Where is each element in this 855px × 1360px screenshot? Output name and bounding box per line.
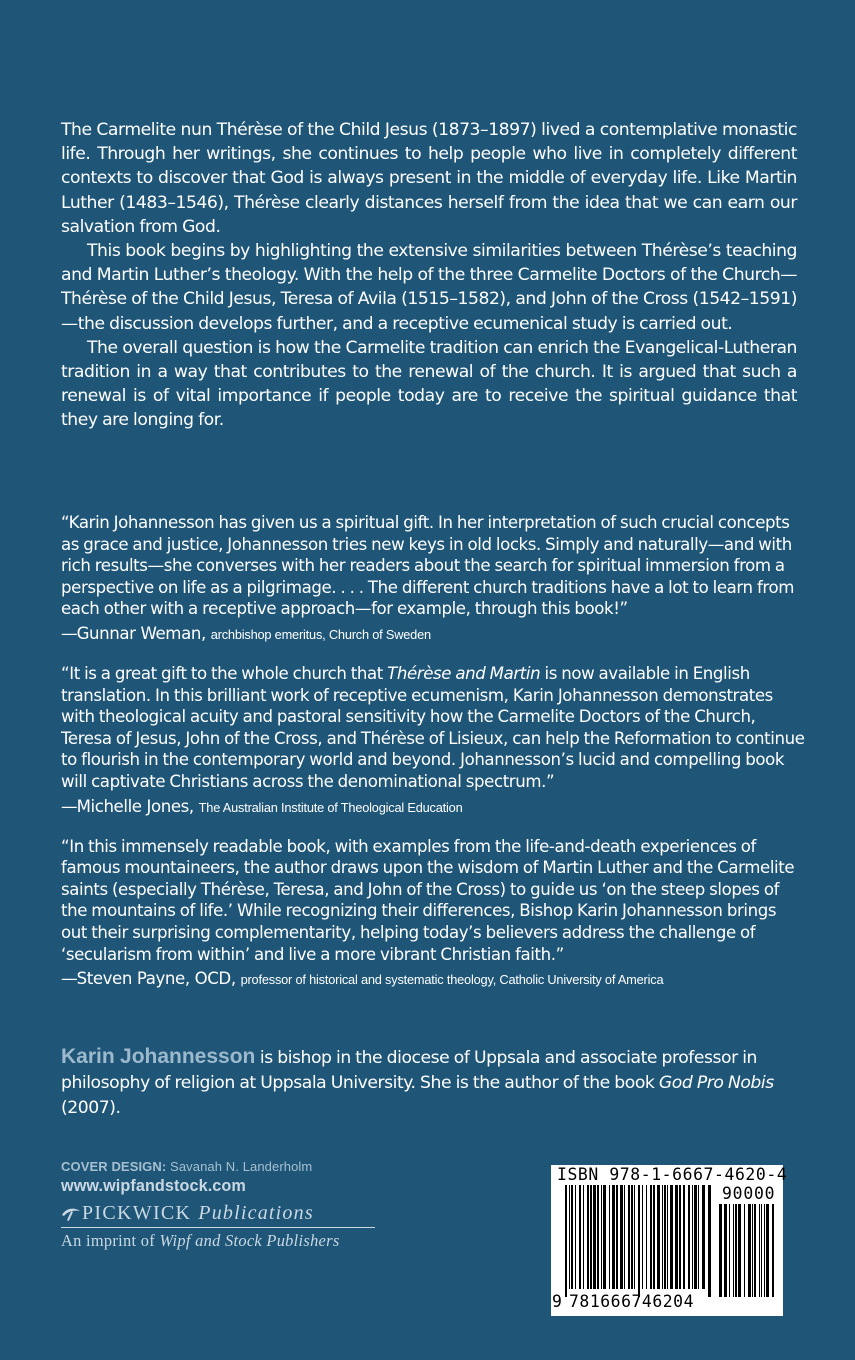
barcode-first-digit: 9 bbox=[552, 1292, 562, 1311]
barcode-bar bbox=[603, 1185, 606, 1289]
cover-design-credit bbox=[61, 1159, 375, 1174]
barcode-bar bbox=[688, 1185, 690, 1289]
endorsement-attribution bbox=[61, 968, 806, 991]
isbn-text: ISBN 978-1-6667-4620-4 bbox=[557, 1165, 788, 1184]
barcode-bar bbox=[702, 1185, 705, 1289]
barcode-bar bbox=[683, 1185, 685, 1289]
barcode-bar bbox=[735, 1204, 737, 1297]
publisher-rule bbox=[61, 1227, 375, 1228]
barcode-bar bbox=[738, 1204, 741, 1297]
barcode-bar bbox=[657, 1185, 660, 1289]
barcode-bar bbox=[667, 1185, 668, 1289]
barcode-bar bbox=[587, 1185, 589, 1289]
barcode-addon-bars bbox=[719, 1204, 777, 1297]
author-bio bbox=[61, 1044, 806, 1121]
barcode-bar bbox=[752, 1204, 753, 1297]
barcode-bar bbox=[679, 1185, 681, 1289]
endorsement-quote bbox=[61, 663, 806, 793]
attribution-dash: — bbox=[61, 969, 77, 989]
quote-part: “It is a great gift to the whole church that bbox=[61, 663, 388, 683]
barcode-bar bbox=[694, 1185, 697, 1289]
imprint-prefix: An imprint of bbox=[61, 1231, 160, 1250]
endorsement-weman bbox=[61, 512, 806, 646]
imprint-line bbox=[61, 1231, 375, 1251]
barcode-digits: 781666746204 bbox=[569, 1292, 695, 1311]
attribution-dash: — bbox=[61, 623, 77, 643]
barcode-bar bbox=[631, 1185, 633, 1289]
barcode-bar bbox=[638, 1185, 640, 1297]
barcode-bar bbox=[724, 1204, 727, 1297]
barcode-bar bbox=[565, 1185, 567, 1297]
barcode-bar bbox=[719, 1204, 722, 1297]
endorser-role: The Australian Institute of Theological Education bbox=[198, 799, 463, 815]
barcode-bar bbox=[729, 1204, 730, 1297]
barcode-bar bbox=[612, 1185, 615, 1289]
barcode-bar bbox=[616, 1185, 618, 1289]
addon-code: 90000 bbox=[722, 1184, 776, 1203]
endorsements bbox=[61, 512, 806, 991]
endorser-name: Michelle Jones, bbox=[76, 796, 194, 816]
publisher-suffix: Publications bbox=[198, 1202, 314, 1224]
endorsement-payne bbox=[61, 836, 806, 992]
barcode-bar bbox=[590, 1185, 592, 1289]
isbn-barcode bbox=[551, 1165, 788, 1316]
endorsement-attribution bbox=[61, 796, 806, 819]
barcode-bar bbox=[664, 1185, 666, 1289]
endorser-name: Gunnar Weman, bbox=[76, 623, 206, 643]
barcode-bar bbox=[646, 1185, 647, 1289]
barcode-bar bbox=[571, 1185, 573, 1289]
barcode-bar bbox=[609, 1185, 610, 1289]
barcode-bar bbox=[620, 1185, 623, 1289]
barcode-bar bbox=[772, 1204, 774, 1297]
barcode-bar bbox=[733, 1204, 734, 1297]
author-name: Karin Johannesson bbox=[61, 1045, 256, 1068]
barcode-bar bbox=[766, 1204, 769, 1297]
barcode-bar bbox=[744, 1204, 745, 1297]
quote-book-title: Thérèse and Martin bbox=[387, 663, 541, 683]
barcode-bar bbox=[662, 1185, 663, 1289]
barcode-bar bbox=[569, 1185, 570, 1289]
publisher-logo bbox=[61, 1202, 375, 1225]
bio-text: (2007). bbox=[61, 1098, 121, 1118]
cover-design-label: COVER DESIGN: bbox=[61, 1159, 167, 1174]
barcode-bar bbox=[642, 1185, 643, 1289]
barcode-main-bars bbox=[565, 1185, 711, 1297]
barcode-bar bbox=[634, 1185, 635, 1289]
barcode-bar bbox=[708, 1185, 711, 1297]
barcode-bar bbox=[759, 1204, 760, 1297]
publisher-credits bbox=[61, 1159, 375, 1251]
barcode-bar bbox=[670, 1185, 673, 1289]
endorser-role: archbishop emeritus, Church of Sweden bbox=[210, 626, 431, 642]
description-paragraph-1: The Carmelite nun Thérèse of the Child Jesus (1873–1897) lived a contemplative monastic life. Through her writings, she continues to help people who live in completely different contexts to discover that God is always present in the middle of everyday life. Like Martin Luther (1483–1546), Thérèse clearly distances herself from the idea that we can earn our salvation from God. bbox=[61, 120, 797, 237]
endorsement-jones bbox=[61, 663, 806, 819]
endorsement-attribution bbox=[61, 623, 806, 646]
bio-book-title: God Pro Nobis bbox=[658, 1073, 774, 1093]
barcode-bar bbox=[624, 1185, 625, 1289]
description-paragraph-2: This book begins by highlighting the extensive similarities between Thérèse’s teaching and Martin Luther’s theology. With the help of the three Carmelite Doctors of the Church—Thérèse of the Child Jesus, Teresa of Avila (1515–1582), and John of the Cross (1542–1591)—the discussion develops further, and a receptive ecumenical study is carried out. bbox=[61, 241, 797, 334]
barcode-bar bbox=[692, 1185, 693, 1289]
book-description bbox=[61, 118, 797, 433]
endorser-role: professor of historical and systematic theology, Catholic University of America bbox=[240, 972, 664, 988]
barcode-bar bbox=[593, 1185, 596, 1289]
endorser-name: Steven Payne, OCD, bbox=[76, 969, 236, 989]
endorsement-quote: “Karin Johannesson has given us a spiritual gift. In her interpretation of such crucial concepts as grace and justice, Johannesson tries new keys in old locks. Simply and naturally—and with rich results—she converses with her readers about the search for spiritual immersion from a perspective on life as a pilgrimage. . . . The different church traditions have a lot to learn from each other with a receptive approach—for example, through this book!” bbox=[61, 513, 794, 619]
barcode-bar bbox=[597, 1185, 599, 1289]
barcode-bar bbox=[583, 1185, 584, 1289]
barcode-bar bbox=[764, 1204, 765, 1297]
bio-text: is bishop in the diocese of Uppsala and associate professor in philosophy of religion at Uppsala University. She is the author of the book bbox=[61, 1048, 757, 1093]
cover-designer: Savanah N. Landerholm bbox=[170, 1159, 313, 1174]
barcode-bar bbox=[653, 1185, 655, 1289]
barcode-bar bbox=[579, 1185, 581, 1289]
publisher-name: PICKWICK bbox=[82, 1202, 192, 1224]
quote-part: is now available in English translation. In this brilliant work of receptive ecumenism, Karin Johannesson demonstrates with theological acuity and pastoral sensitivity how the Carmelite Doctors of the Church, Teresa of Jesus, John of the Cross, and Thérèse of Lisieux, can help the Reformation to continue to flourish in the contemporary world and beyond. Johannesson’s lucid and compelling book will captivate Christians across the denominational spectrum.” bbox=[61, 663, 805, 791]
publisher-website: www.wipfandstock.com bbox=[61, 1177, 246, 1195]
barcode-bar bbox=[761, 1204, 762, 1297]
imprint-name: Wipf and Stock Publishers bbox=[159, 1231, 340, 1250]
attribution-dash: — bbox=[61, 796, 77, 816]
barcode-bar bbox=[698, 1185, 699, 1289]
barcode-bar bbox=[675, 1185, 678, 1289]
barcode-bar bbox=[748, 1204, 751, 1297]
barcode-bar bbox=[754, 1204, 756, 1297]
barcode-bar bbox=[575, 1185, 576, 1289]
endorsement-quote: “In this immensely readable book, with examples from the life-and-death experiences of famous mountaineers, the author draws upon the wisdom of Martin Luther and the Carmelite saints (especially Thérèse, Teresa, and John of the Cross) to guide us ‘on the steep slopes of the mountains of life.’ While recognizing their differences, Bishop Karin Johannesson brings out their surprising complementarity, helping today’s believers address the challenge of ‘secularism from within’ and live a more vibrant Christian faith.” bbox=[61, 836, 795, 964]
barcode-bar bbox=[650, 1185, 652, 1289]
pickaxe-logo-icon bbox=[61, 1207, 81, 1221]
barcode-bar bbox=[601, 1185, 602, 1289]
description-paragraph-3: The overall question is how the Carmelite tradition can enrich the Evangelical-Lutheran tradition in a way that contributes to the renewal of the church. It is argued that such a renewal is of vital importance if people today are to receive the spiritual guidance that they are longing for. bbox=[61, 337, 797, 431]
barcode-bar bbox=[628, 1185, 630, 1289]
